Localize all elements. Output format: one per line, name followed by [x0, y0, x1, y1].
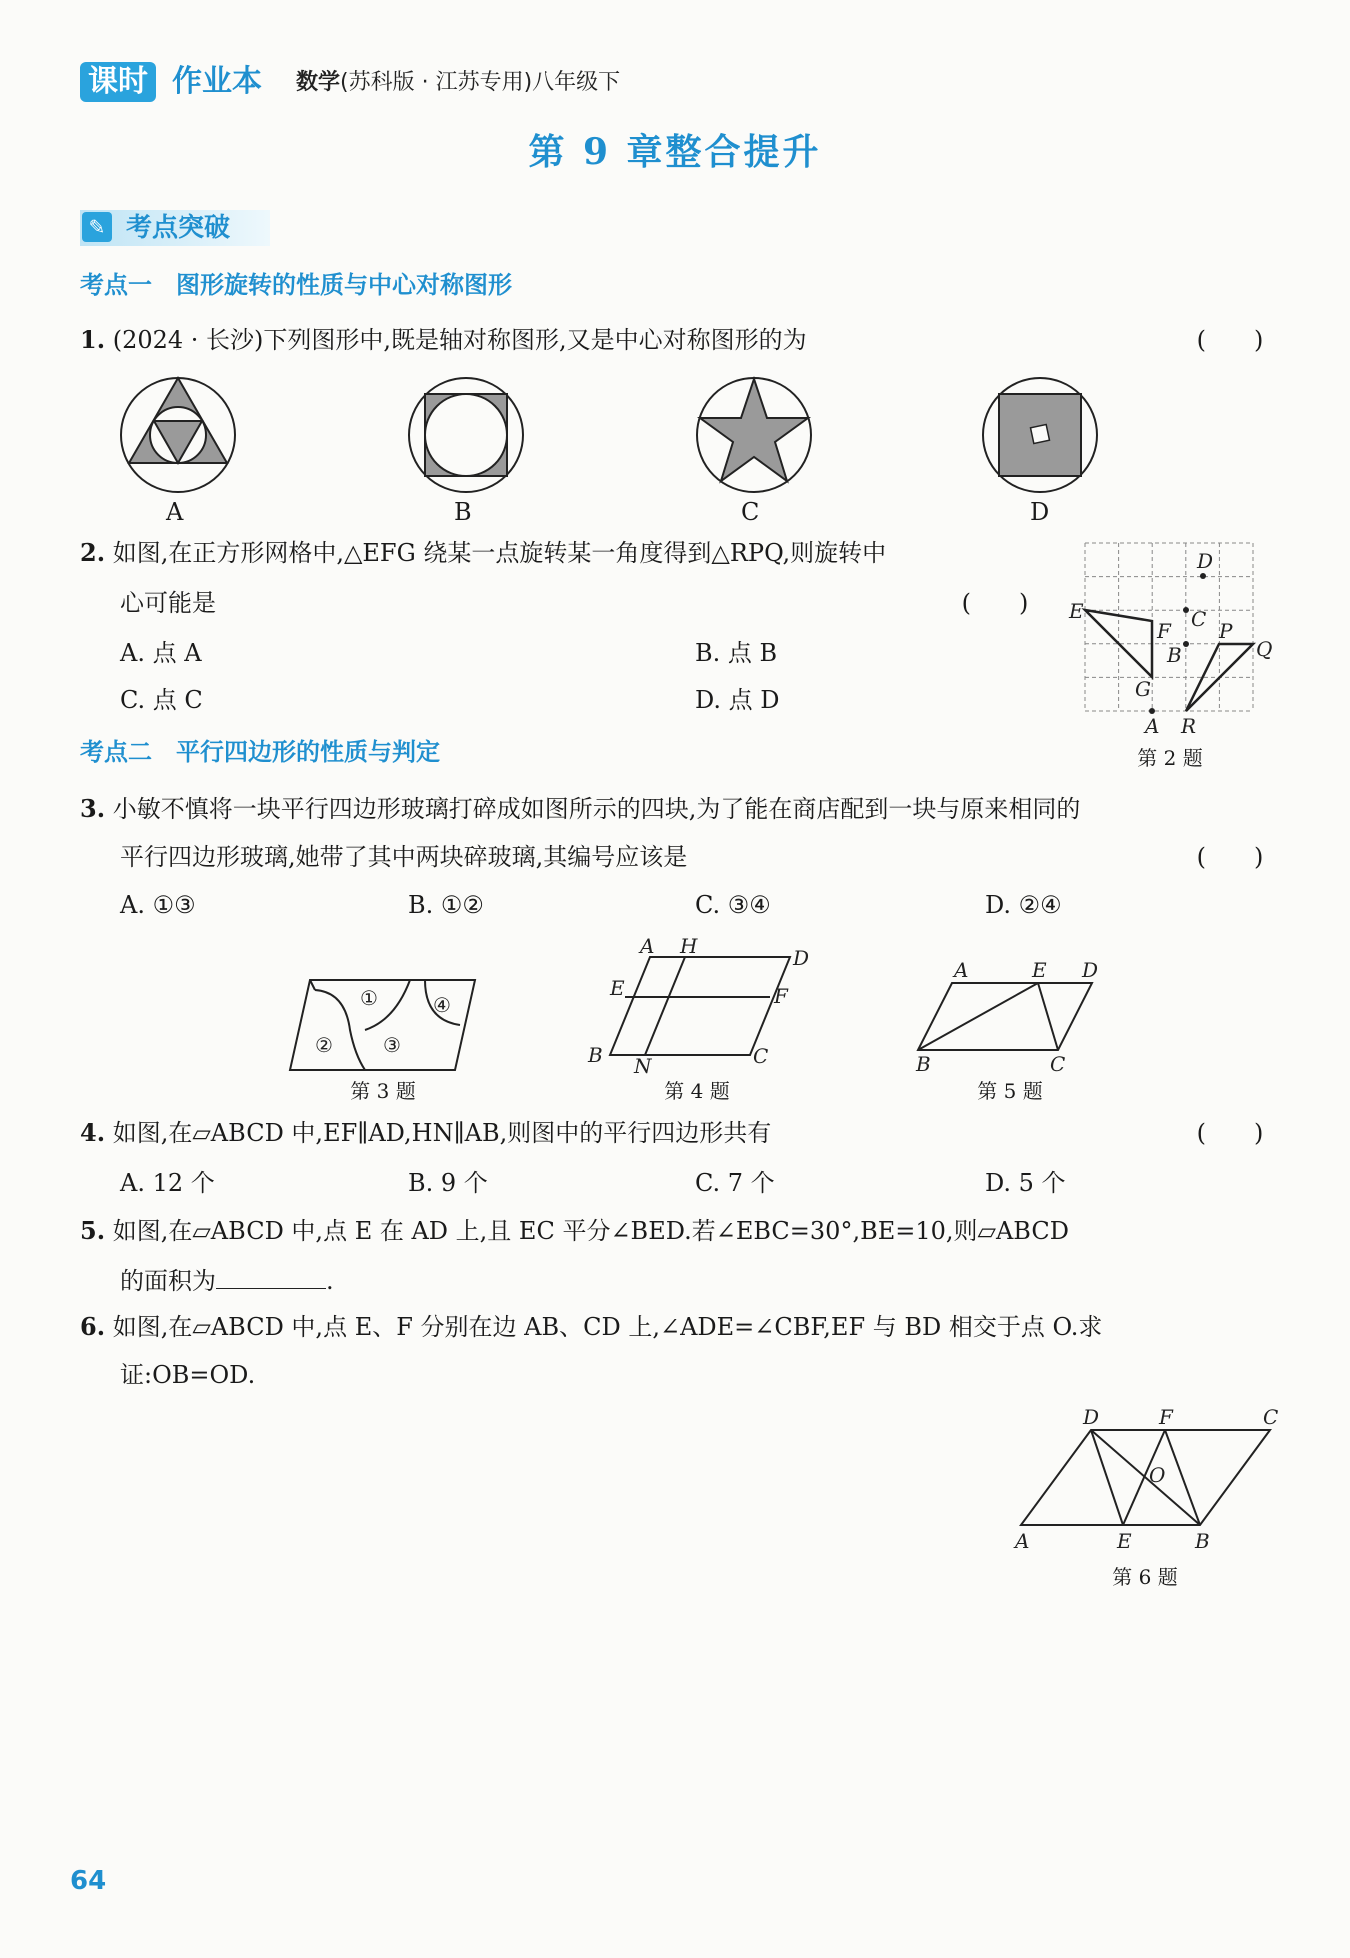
point-label: H	[680, 934, 698, 958]
point-label: F	[774, 984, 788, 1008]
figure-6	[1005, 1400, 1295, 1560]
question-3	[80, 792, 1080, 826]
grid-label: P	[1219, 619, 1233, 643]
option-b: B. 点 B	[695, 639, 778, 667]
point-label: N	[634, 1054, 652, 1078]
question-6	[80, 1310, 1102, 1344]
question-2	[80, 536, 886, 570]
question-number: 5.	[80, 1216, 106, 1245]
grid-label: C	[1191, 607, 1207, 631]
option-label-c: C	[741, 498, 760, 526]
question-text: (2024 · 长沙)下列图形中,既是轴对称图形,又是中心对称图形的为	[112, 326, 807, 354]
grid-label: G	[1135, 677, 1151, 701]
option-d: D. ②④	[985, 891, 1062, 919]
question-number: 2.	[80, 538, 106, 567]
question-1	[80, 323, 807, 357]
point-label: C	[1263, 1405, 1279, 1429]
answer-blank[interactable]	[216, 1262, 326, 1289]
point-label: E	[1117, 1529, 1132, 1553]
subject: 数学	[296, 70, 341, 95]
grid-label: F	[1157, 619, 1171, 643]
point-label: B	[1195, 1529, 1210, 1553]
figure-a	[121, 378, 235, 492]
question-2-line2: 心可能是	[120, 589, 216, 617]
question-number: 1.	[80, 325, 106, 354]
question-5	[80, 1214, 1069, 1248]
piece-label: ③	[383, 1033, 401, 1057]
figure-b	[409, 378, 523, 492]
figure-4	[580, 934, 820, 1078]
point-label: A	[640, 934, 655, 958]
option-a: A. 12 个	[120, 1169, 215, 1197]
section-title: 考点突破	[126, 213, 231, 243]
point-label: D	[1083, 1405, 1100, 1429]
option-c: C. ③④	[695, 891, 771, 919]
point-label: E	[1032, 958, 1047, 982]
figure-c	[697, 378, 811, 492]
question-number: 6.	[80, 1312, 106, 1341]
option-a: A. ①③	[120, 891, 196, 919]
point-label: A	[1015, 1529, 1030, 1553]
option-c: C. 7 个	[695, 1169, 775, 1197]
grid-label: E	[1069, 599, 1084, 623]
option-d: D. 5 个	[985, 1169, 1066, 1197]
question-4	[80, 1116, 771, 1150]
point-label: F	[1159, 1405, 1173, 1429]
topic-2: 考点二 平行四边形的性质与判定	[80, 738, 440, 766]
option-label-d: D	[1030, 498, 1050, 526]
answer-paren: ( )	[961, 589, 1029, 617]
edit-icon: ✎	[82, 212, 112, 242]
question-text: .	[326, 1267, 334, 1295]
answer-paren: ( )	[1196, 1119, 1264, 1147]
question-text: 如图,在▱ABCD 中,EF∥AD,HN∥AB,则图中的平行四边形共有	[112, 1119, 772, 1147]
option-b: B. ①②	[408, 891, 484, 919]
piece-label: ②	[315, 1033, 333, 1057]
question-text: 如图,在▱ABCD 中,点 E、F 分别在边 AB、CD 上,∠ADE=∠CBF,EF 与 BD 相交于点 O.求	[112, 1313, 1103, 1341]
grid-label: D	[1197, 549, 1214, 573]
figure-caption: 第 4 题	[664, 1079, 730, 1103]
question-5-line2	[120, 1262, 334, 1298]
figure-caption: 第 3 题	[350, 1079, 416, 1103]
question-3-line2: 平行四边形玻璃,她带了其中两块碎玻璃,其编号应该是	[120, 843, 688, 871]
figure-caption: 第 2 题	[1137, 746, 1203, 770]
point-label: C	[753, 1044, 769, 1068]
option-d: D. 点 D	[695, 686, 780, 714]
brand-name: 作业本	[172, 64, 262, 99]
figure-d	[983, 378, 1097, 492]
option-label-a: A	[166, 498, 184, 526]
point-label: D	[793, 946, 810, 970]
page-number: 64	[70, 1866, 107, 1896]
piece-label: ①	[360, 986, 378, 1010]
answer-paren: ( )	[1196, 326, 1264, 354]
q1-figures	[110, 375, 1110, 525]
figure-2-grid	[1069, 538, 1275, 738]
brand-logo: 课时	[80, 62, 156, 102]
option-a: A. 点 A	[120, 639, 202, 667]
grid-label: Q	[1256, 637, 1273, 661]
piece-label: ④	[433, 993, 451, 1017]
point-label: A	[954, 958, 969, 982]
grid-label: R	[1181, 714, 1197, 738]
answer-paren: ( )	[1196, 843, 1264, 871]
question-6-line2: 证:OB=OD.	[120, 1361, 256, 1389]
question-text: 小敏不慎将一块平行四边形玻璃打碎成如图所示的四块,为了能在商店配到一块与原来相同的	[112, 795, 1081, 823]
point-label: B	[588, 1043, 603, 1067]
option-b: B. 9 个	[408, 1169, 488, 1197]
point-label: O	[1149, 1463, 1166, 1487]
topic-1: 考点一 图形旋转的性质与中心对称图形	[80, 271, 512, 299]
grid-label: A	[1145, 714, 1160, 738]
option-c: C. 点 C	[120, 686, 203, 714]
point-label: D	[1082, 958, 1099, 982]
question-number: 3.	[80, 794, 106, 823]
book-info	[296, 68, 620, 98]
question-text: 如图,在正方形网格中,△EFG 绕某一点旋转某一角度得到△RPQ,则旋转中	[112, 539, 887, 567]
question-number: 4.	[80, 1118, 106, 1147]
figure-caption: 第 5 题	[977, 1079, 1043, 1103]
point-label: B	[916, 1052, 931, 1076]
option-label-b: B	[454, 498, 472, 526]
question-text: 的面积为	[120, 1267, 216, 1295]
chapter-title: 第 9 章整合提升	[528, 131, 822, 173]
grid-label: B	[1167, 643, 1182, 667]
figure-3	[285, 970, 485, 1080]
figure-caption: 第 6 题	[1112, 1565, 1178, 1589]
question-text: 如图,在▱ABCD 中,点 E 在 AD 上,且 EC 平分∠BED.若∠EBC=30°,BE=10,则▱ABCD	[112, 1217, 1069, 1245]
point-label: E	[610, 976, 625, 1000]
edition: (苏科版 · 江苏专用)八年级下	[340, 70, 621, 95]
point-label: C	[1050, 1052, 1066, 1076]
figure-5	[900, 955, 1120, 1075]
